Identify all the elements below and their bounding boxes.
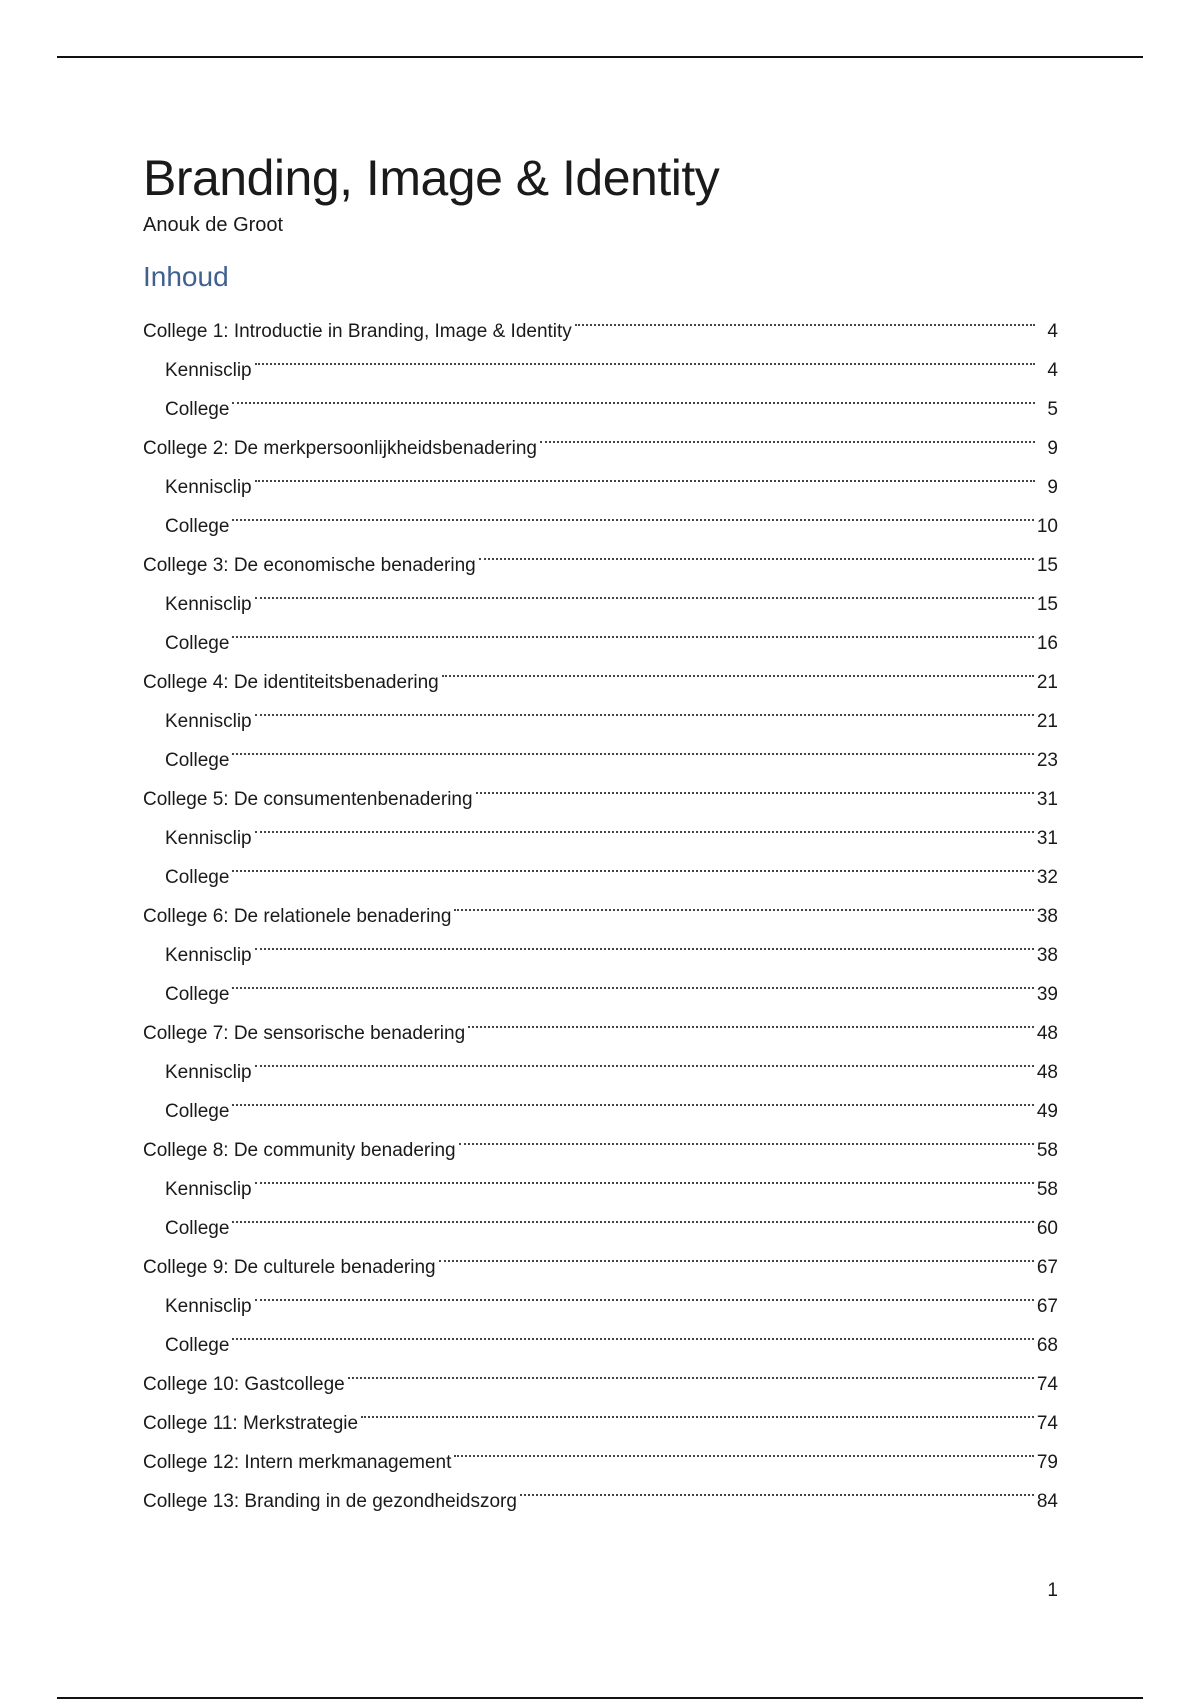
toc-entry-label: College 8: De community benadering <box>143 1140 456 1161</box>
header-rule <box>57 56 1143 58</box>
toc-dot-leader <box>232 961 1033 1000</box>
toc-dot-leader <box>442 649 1034 688</box>
toc-dot-leader <box>476 766 1034 805</box>
toc-entry-label: College 4: De identiteitsbenadering <box>143 672 439 693</box>
footer-rule <box>57 1697 1143 1699</box>
toc-entry-page: 4 <box>1047 360 1058 381</box>
document-author: Anouk de Groot <box>143 214 284 236</box>
toc-subentry[interactable] <box>143 688 1058 732</box>
toc-dot-leader <box>255 805 1034 844</box>
toc-dot-leader <box>232 1078 1033 1117</box>
toc-entry-page: 31 <box>1036 828 1058 849</box>
toc-dot-leader <box>439 1234 1034 1273</box>
toc-entry-label: College <box>165 750 230 771</box>
toc-entry-page: 9 <box>1047 438 1058 459</box>
toc-entry-page: 4 <box>1047 321 1058 342</box>
toc-subentry[interactable] <box>143 454 1058 498</box>
toc-dot-leader <box>232 376 1035 415</box>
toc-subentry[interactable] <box>143 1156 1058 1200</box>
toc-entry-page: 38 <box>1036 945 1058 966</box>
toc-entry-label: College 12: Intern merkmanagement <box>143 1452 452 1473</box>
toc-dot-leader <box>454 883 1033 922</box>
toc-dot-leader <box>232 727 1033 766</box>
toc-entry-label: College <box>165 633 230 654</box>
toc-entry-page: 32 <box>1036 867 1058 888</box>
toc-entry-label: College 6: De relationele benadering <box>143 906 452 927</box>
toc-entry-label: Kennisclip <box>165 1179 252 1200</box>
toc-subentry[interactable] <box>143 727 1058 771</box>
document-title: Branding, Image & Identity <box>143 150 720 206</box>
toc-entry-page: 68 <box>1036 1335 1058 1356</box>
toc-entry-page: 48 <box>1036 1062 1058 1083</box>
toc-entry-label: Kennisclip <box>165 1296 252 1317</box>
toc-entry-label: Kennisclip <box>165 477 252 498</box>
toc-dot-leader <box>348 1351 1034 1390</box>
toc-entry-label: Kennisclip <box>165 828 252 849</box>
toc-entry-label: Kennisclip <box>165 1062 252 1083</box>
toc-entry-page: 15 <box>1036 555 1058 576</box>
toc-entry-page: 15 <box>1036 594 1058 615</box>
toc-entry-page: 49 <box>1036 1101 1058 1122</box>
toc-subentry[interactable] <box>143 961 1058 1005</box>
toc-subentry[interactable] <box>143 376 1058 420</box>
toc-entry-label: Kennisclip <box>165 360 252 381</box>
toc-entry-page: 67 <box>1036 1296 1058 1317</box>
toc-dot-leader <box>255 1156 1034 1195</box>
toc-entry-label: Kennisclip <box>165 711 252 732</box>
toc-entry-label: College 5: De consumentenbenadering <box>143 789 473 810</box>
toc-entry-page: 84 <box>1036 1491 1058 1512</box>
toc-entry-page: 10 <box>1036 516 1058 537</box>
toc-subentry[interactable] <box>143 610 1058 654</box>
toc-entry-page: 9 <box>1047 477 1058 498</box>
toc-dot-leader <box>520 1468 1034 1507</box>
toc-entry-page: 23 <box>1036 750 1058 771</box>
toc-entry-label: College <box>165 1218 230 1239</box>
toc-dot-leader <box>232 1312 1033 1351</box>
toc-entry-page: 31 <box>1036 789 1058 810</box>
toc-entry-page: 74 <box>1036 1413 1058 1434</box>
toc-dot-leader <box>255 1273 1034 1312</box>
toc-dot-leader <box>232 493 1033 532</box>
toc-entry-label: Kennisclip <box>165 945 252 966</box>
page-content <box>143 148 1058 1523</box>
toc-entry-label: College 10: Gastcollege <box>143 1374 345 1395</box>
toc-dot-leader <box>479 532 1034 571</box>
toc-entry[interactable] <box>143 415 1058 459</box>
toc-dot-leader <box>540 415 1035 454</box>
page-number: 1 <box>1047 1580 1058 1601</box>
toc-entry-label: College <box>165 1101 230 1122</box>
toc-entry[interactable] <box>143 1351 1058 1395</box>
toc-entry-page: 38 <box>1036 906 1058 927</box>
toc-entry-page: 48 <box>1036 1023 1058 1044</box>
toc-entry-label: College 13: Branding in de gezondheidszorg <box>143 1491 517 1512</box>
toc-entry-label: College <box>165 399 230 420</box>
toc-dot-leader <box>232 610 1033 649</box>
toc-entry[interactable] <box>143 649 1058 693</box>
toc-entry-label: College <box>165 867 230 888</box>
toc-entry-page: 21 <box>1036 711 1058 732</box>
toc-entry-label: College 1: Introductie in Branding, Image & Identity <box>143 321 572 342</box>
toc-dot-leader <box>232 844 1033 883</box>
toc-dot-leader <box>468 1000 1034 1039</box>
toc-entry-page: 58 <box>1036 1179 1058 1200</box>
toc-entry-page: 58 <box>1036 1140 1058 1161</box>
toc-dot-leader <box>255 571 1034 610</box>
toc-entry[interactable] <box>143 1117 1058 1161</box>
toc-subentry[interactable] <box>143 1078 1058 1122</box>
toc-entry-page: 67 <box>1036 1257 1058 1278</box>
toc-subentry[interactable] <box>143 922 1058 966</box>
toc-entry-page: 79 <box>1036 1452 1058 1473</box>
toc-entry[interactable] <box>143 1234 1058 1278</box>
toc-entry-page: 21 <box>1036 672 1058 693</box>
toc-subentry[interactable] <box>143 1273 1058 1317</box>
toc-dot-leader <box>232 1195 1033 1234</box>
toc-dot-leader <box>361 1390 1034 1429</box>
toc-entry-label: College <box>165 516 230 537</box>
toc-entry-page: 39 <box>1036 984 1058 1005</box>
toc-entry-label: College <box>165 1335 230 1356</box>
toc-subentry[interactable] <box>143 571 1058 615</box>
table-of-contents <box>143 298 1058 1512</box>
toc-entry-page: 16 <box>1036 633 1058 654</box>
toc-entry-label: College 9: De culturele benadering <box>143 1257 436 1278</box>
toc-dot-leader <box>575 298 1035 337</box>
toc-subentry[interactable] <box>143 493 1058 537</box>
toc-dot-leader <box>255 688 1034 727</box>
toc-entry[interactable] <box>143 1000 1058 1044</box>
toc-dot-leader <box>459 1117 1034 1156</box>
toc-entry-label: College 7: De sensorische benadering <box>143 1023 466 1044</box>
toc-entry[interactable] <box>143 883 1058 927</box>
toc-dot-leader <box>255 922 1034 961</box>
toc-entry-label: College 2: De merkpersoonlijkheidsbenadering <box>143 438 537 459</box>
toc-entry[interactable] <box>143 532 1058 576</box>
toc-subentry[interactable] <box>143 844 1058 888</box>
toc-entry[interactable] <box>143 298 1058 342</box>
toc-entry-page: 60 <box>1036 1218 1058 1239</box>
toc-dot-leader <box>255 1039 1034 1078</box>
toc-entry-label: College 11: Merkstrategie <box>143 1413 359 1434</box>
toc-subentry[interactable] <box>143 337 1058 381</box>
toc-entry-page: 74 <box>1036 1374 1058 1395</box>
toc-entry-label: College <box>165 984 230 1005</box>
toc-subentry[interactable] <box>143 1312 1058 1356</box>
toc-subentry[interactable] <box>143 1039 1058 1083</box>
toc-dot-leader <box>454 1429 1033 1468</box>
toc-dot-leader <box>255 337 1035 376</box>
toc-heading: Inhoud <box>143 261 229 292</box>
toc-subentry[interactable] <box>143 805 1058 849</box>
toc-entry[interactable] <box>143 766 1058 810</box>
toc-entry-label: College 3: De economische benadering <box>143 555 476 576</box>
toc-entry-label: Kennisclip <box>165 594 252 615</box>
toc-subentry[interactable] <box>143 1195 1058 1239</box>
toc-dot-leader <box>255 454 1035 493</box>
toc-entry-page: 5 <box>1047 399 1058 420</box>
